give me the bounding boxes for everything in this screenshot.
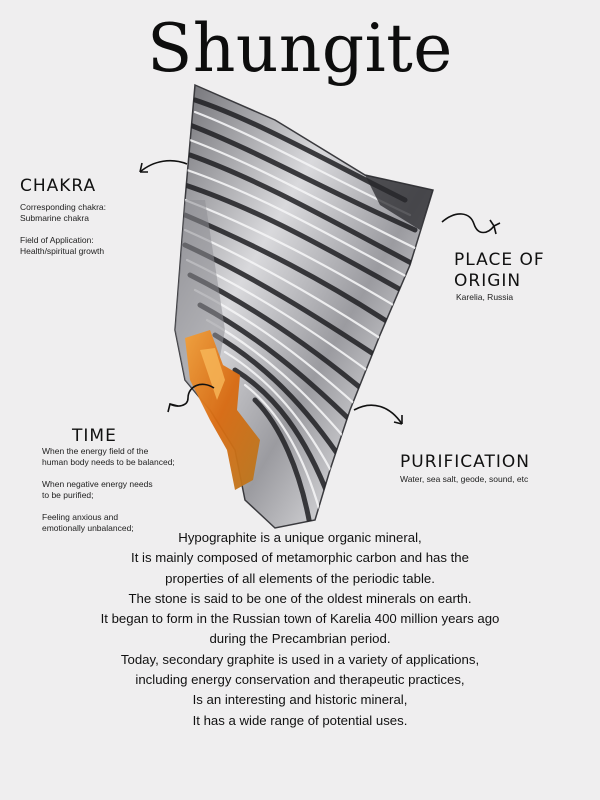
- time-line: to be purified;: [42, 490, 94, 500]
- purification-heading: PURIFICATION: [400, 452, 530, 472]
- origin-text: Karelia, Russia: [456, 292, 514, 302]
- purification-arrow-icon: [350, 400, 410, 434]
- chakra-heading: CHAKRA: [20, 176, 97, 196]
- origin-arrow-icon: [438, 208, 506, 244]
- time-line: emotionally unbalanced;: [42, 523, 134, 533]
- chakra-line: Corresponding chakra:: [20, 202, 106, 212]
- description-line: It began to form in the Russian town of Karelia 400 million years ago: [100, 611, 500, 627]
- description-line: It has a wide range of potential uses.: [192, 712, 408, 728]
- description-line: The stone is said to be one of the oldest minerals on earth.: [128, 590, 472, 606]
- purification-text: Water, sea salt, geode, sound, etc: [400, 474, 529, 484]
- time-details: [42, 446, 212, 534]
- page-title: Shungite: [147, 10, 453, 87]
- chakra-line: Submarine chakra: [20, 213, 89, 223]
- description-line: Today, secondary graphite is used in a variety of applications,: [120, 651, 480, 667]
- time-line: When negative energy needs: [42, 479, 153, 489]
- description-line: It is mainly composed of metamorphic carbon and has the: [131, 550, 469, 566]
- origin-heading-line2: ORIGIN: [454, 271, 522, 291]
- chakra-arrow-icon: [132, 152, 192, 182]
- chakra-line: Field of Application:: [20, 235, 94, 245]
- time-arrow-icon: [158, 378, 218, 418]
- description-paragraph: [30, 528, 570, 731]
- description-line: Hypographite is a unique organic mineral,: [178, 530, 422, 545]
- description-line: Is an interesting and historic mineral,: [192, 692, 408, 708]
- description-line: during the Precambrian period.: [209, 631, 391, 647]
- origin-heading: [454, 250, 545, 292]
- time-heading: TIME: [72, 426, 117, 446]
- time-line: Feeling anxious and: [42, 512, 119, 522]
- time-line: human body needs to be balanced;: [42, 457, 175, 467]
- time-line: When the energy field of the: [42, 446, 149, 456]
- chakra-details: [20, 202, 180, 257]
- chakra-line: Health/spiritual growth: [20, 246, 105, 256]
- description-line: including energy conservation and therapeutic practices,: [135, 672, 465, 688]
- origin-heading-line1: PLACE OF: [454, 250, 545, 270]
- description-line: properties of all elements of the periodic table.: [165, 570, 435, 586]
